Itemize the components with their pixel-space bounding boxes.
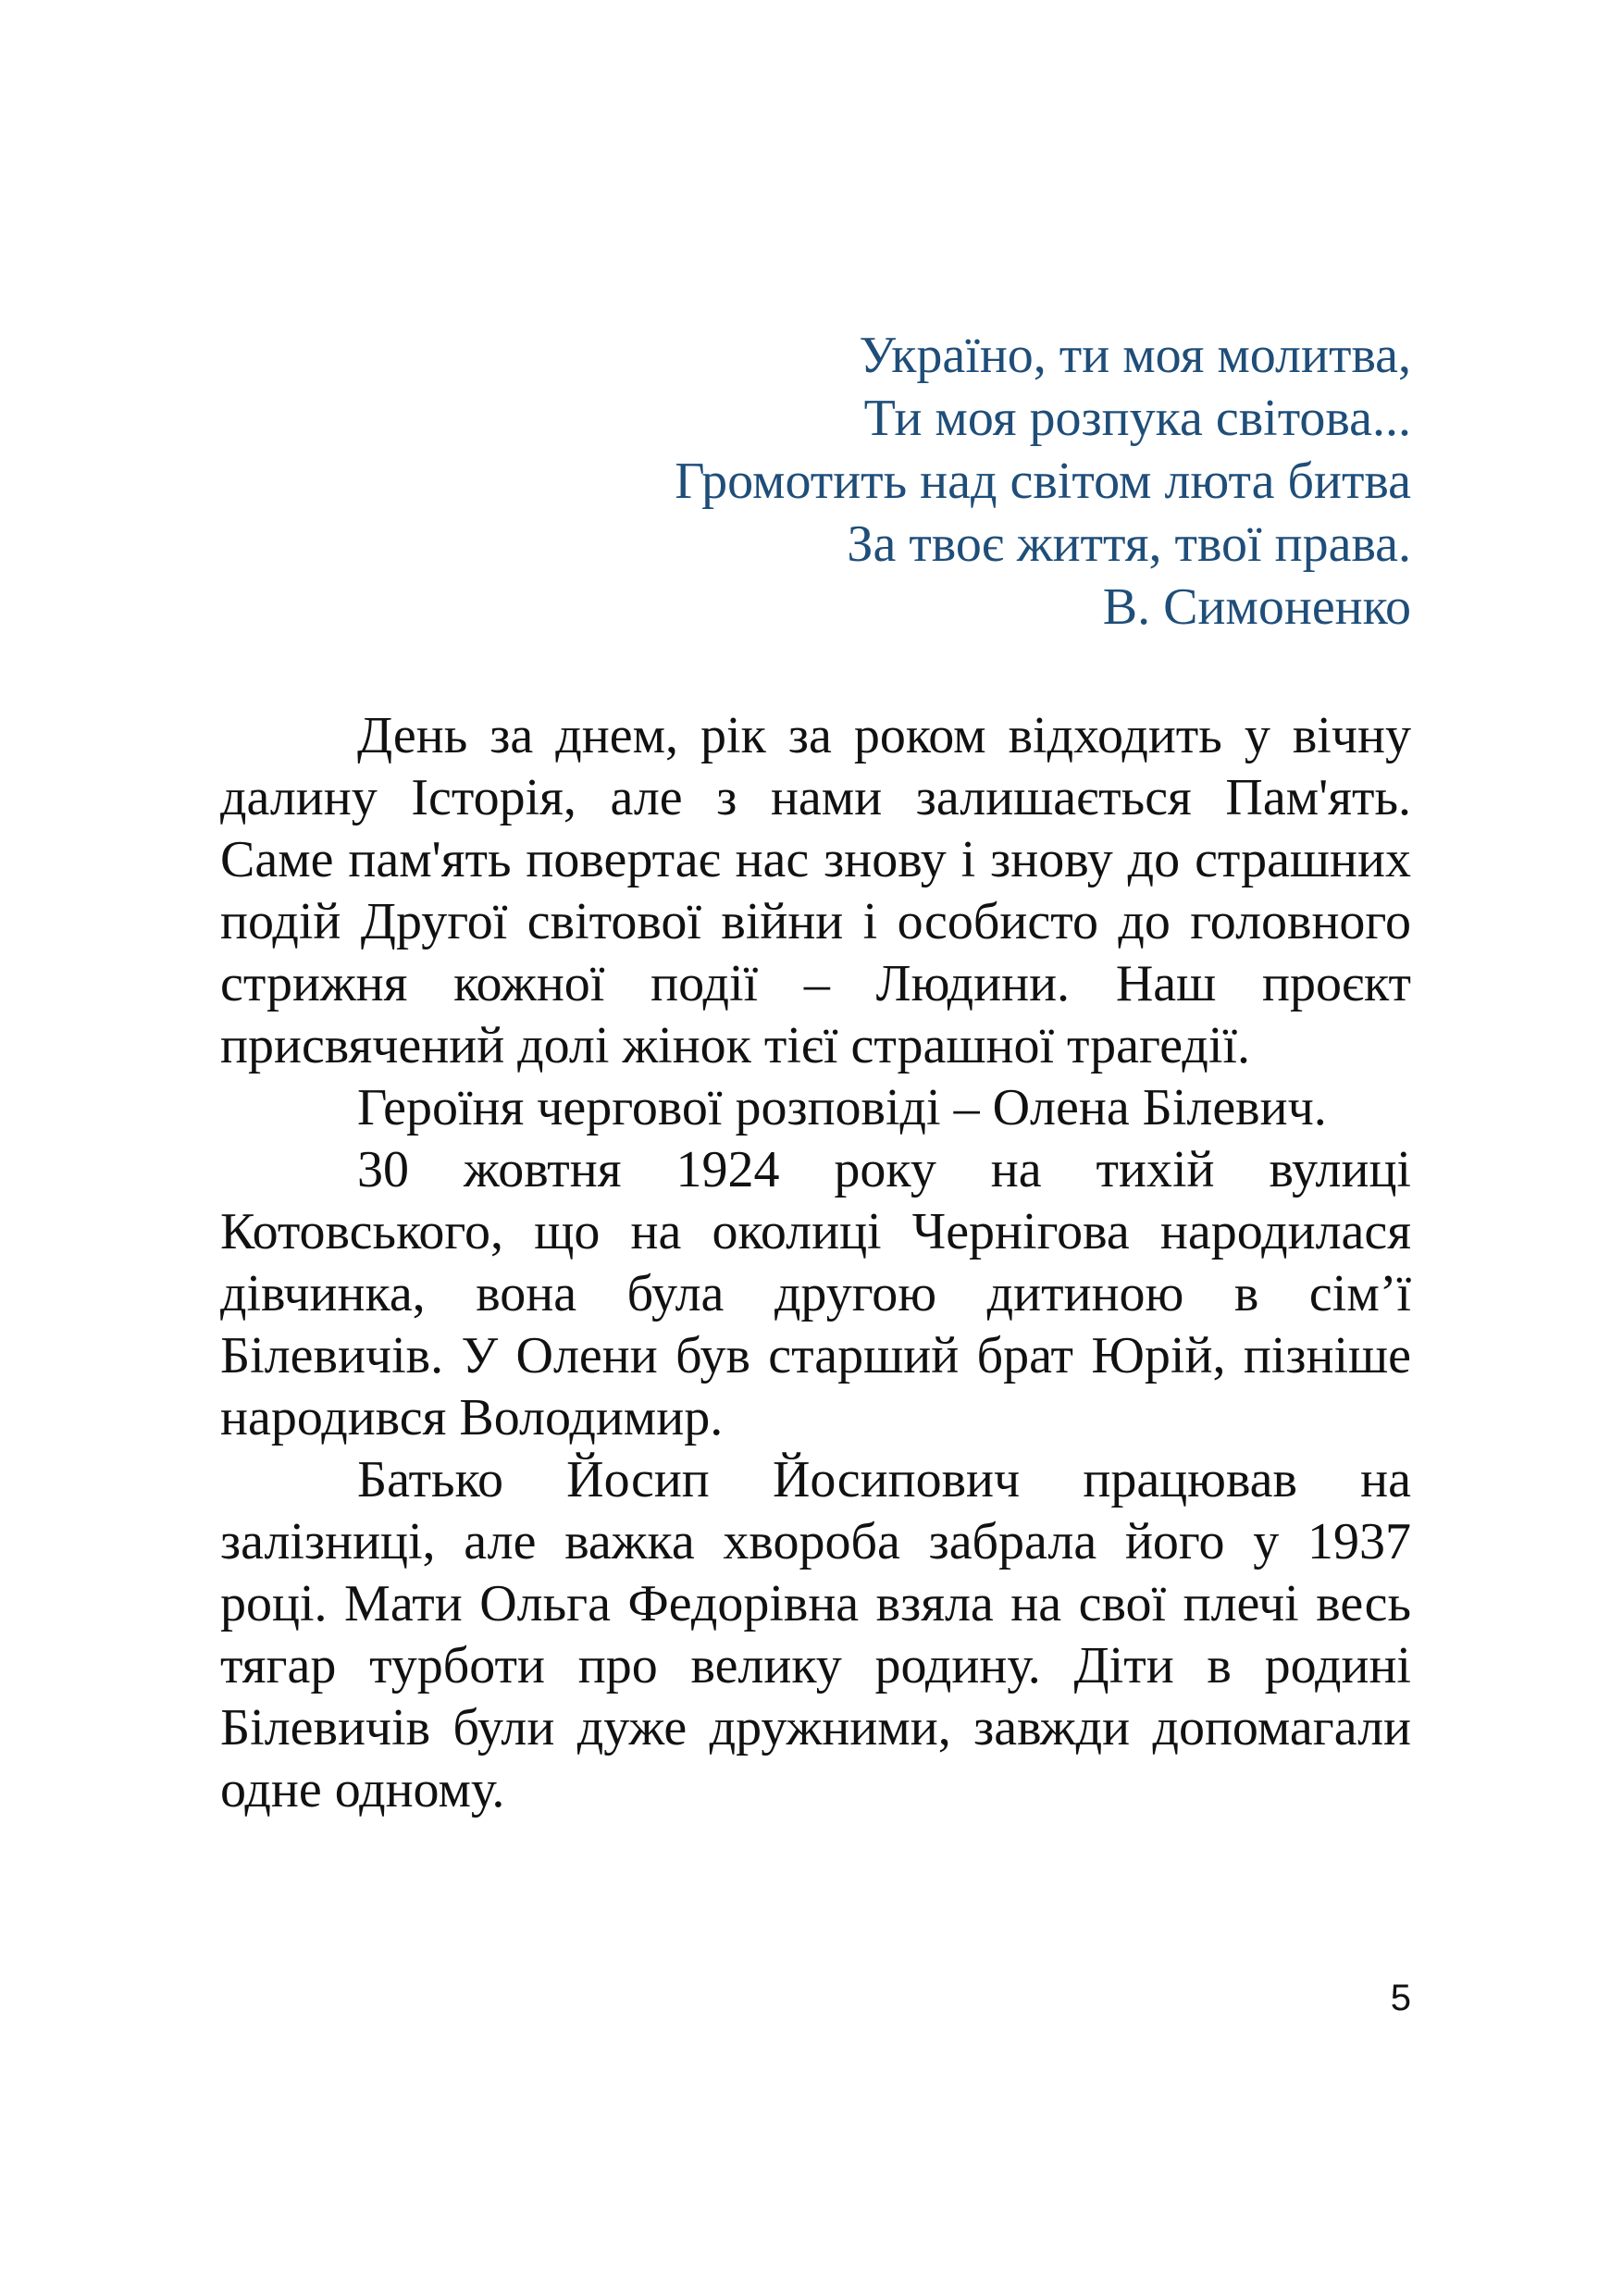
epigraph-author: В. Симоненко — [1102, 578, 1411, 636]
paragraph: Героїня чергової розповіді – Олена Білевич. — [357, 1079, 1327, 1136]
body-text — [220, 705, 1411, 1821]
paragraph: Батько Йосип Йосипович працював на залізниці, але важка хвороба забрала його у 1937 році. Мати Ольга Федорівна взяла на свої плечі весь тягар турботи про велику родину. Діти в родині Білевичів були дуже дружними, завжди допомагали одне одному. — [220, 1451, 1411, 1818]
page-number: 5 — [1390, 1978, 1411, 2018]
epigraph-line: Громотить над світом люта битва — [675, 453, 1411, 510]
epigraph — [220, 324, 1411, 639]
epigraph-line: Ти моя розпука світова... — [863, 390, 1411, 447]
paragraph: 30 жовтня 1924 року на тихій вулиці Котовського, що на околиці Чернігова народилася дівчинка, вона була другою дитиною в сім’ї Білевичів. У Олени був старший брат Юрій, пізніше народився Володимир. — [220, 1141, 1411, 1446]
epigraph-line: Україно, ти моя молитва, — [859, 327, 1411, 384]
paragraph: День за днем, рік за роком відходить у вічну далину Історія, але з нами залишається Пам'ять. Саме пам'ять повертає нас знову і знову до страшних подій Другої світової війни і особисто до головного стрижня кожної події – Людини. Наш проєкт присвячений долі жінок тієї страшної трагедії. — [220, 707, 1411, 1074]
epigraph-line: За твоє життя, твої права. — [847, 515, 1411, 573]
